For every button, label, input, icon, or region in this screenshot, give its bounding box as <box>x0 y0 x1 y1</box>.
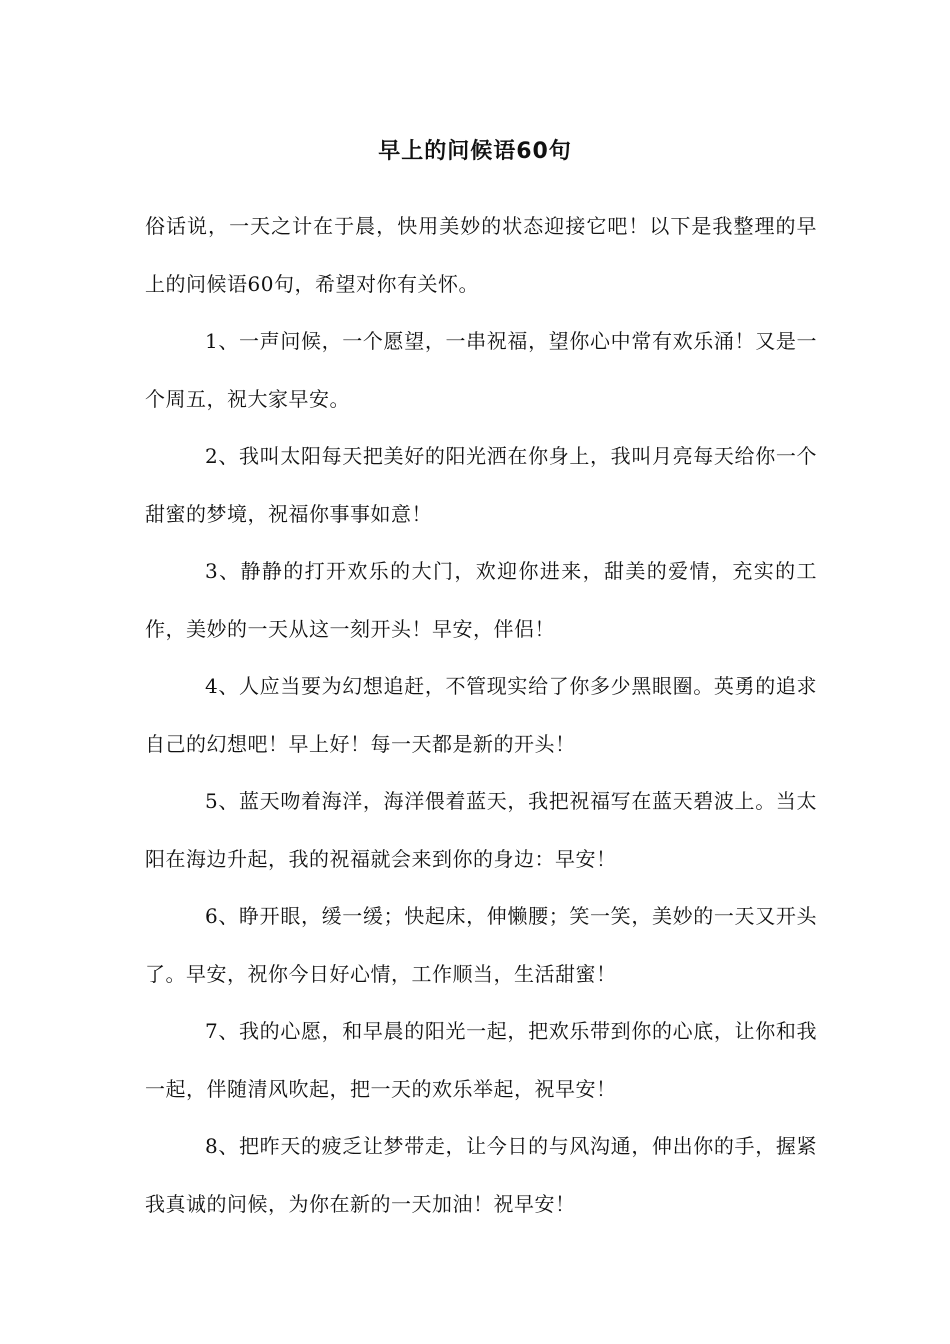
greeting-item-7: 7、我的心愿，和早晨的阳光一起，把欢乐带到你的心底，让你和我一起，伴随清风吹起，把一天的欢乐举起，祝早安！ <box>145 1019 817 1101</box>
greeting-item-2: 2、我叫太阳每天把美好的阳光洒在你身上，我叫月亮每天给你一个甜蜜的梦境，祝福你事事如意！ <box>145 444 817 526</box>
intro-paragraph: 俗话说，一天之计在于晨，快用美妙的状态迎接它吧！以下是我整理的早上的问候语60句，希望对你有关怀。 <box>145 214 817 296</box>
greeting-item-8: 8、把昨天的疲乏让梦带走，让今日的与风沟通，伸出你的手，握紧我真诚的问候，为你在新的一天加油！祝早安！ <box>145 1134 817 1216</box>
greeting-item-4: 4、人应当要为幻想追赶，不管现实给了你多少黑眼圈。英勇的追求自己的幻想吧！早上好！每一天都是新的开头！ <box>145 674 817 756</box>
greeting-item-6: 6、睁开眼，缓一缓；快起床，伸懒腰；笑一笑，美妙的一天又开头了。早安，祝你今日好心情，工作顺当，生活甜蜜！ <box>145 904 817 986</box>
greeting-item-3: 3、静静的打开欢乐的大门，欢迎你进来，甜美的爱情，充实的工作，美妙的一天从这一刻开头！早安，伴侣！ <box>145 559 817 641</box>
greeting-item-1: 1、一声问候，一个愿望，一串祝福，望你心中常有欢乐涌！又是一个周五，祝大家早安。 <box>145 329 817 411</box>
document-body <box>145 198 817 1233</box>
greeting-item-5: 5、蓝天吻着海洋，海洋偎着蓝天，我把祝福写在蓝天碧波上。当太阳在海边升起，我的祝福就会来到你的身边：早安！ <box>145 789 817 871</box>
page-title: 早上的问候语60句 <box>378 139 572 164</box>
